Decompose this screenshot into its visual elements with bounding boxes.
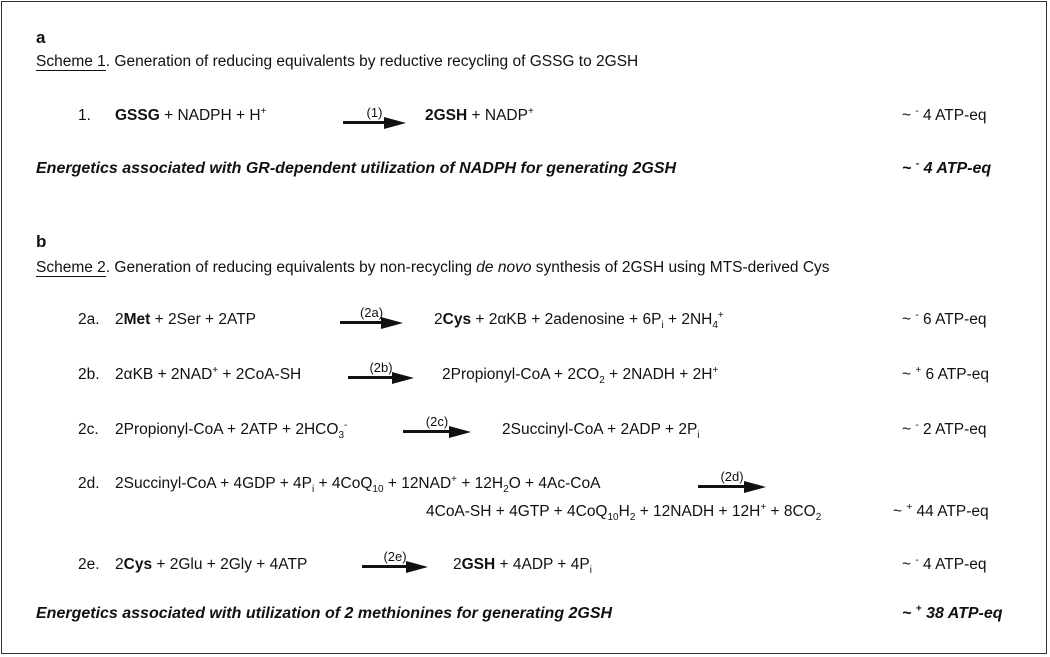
reaction-2a-arrow-label: (2a): [359, 305, 384, 320]
scheme-2-caption: Scheme 2. Generation of reducing equivalents by non-recycling de novo synthesis of 2GSH using MTS-derived Cys: [36, 259, 830, 276]
reaction-2c-arrow: [403, 415, 471, 439]
reaction-2c-number: 2c.: [78, 421, 99, 438]
scheme-1-caption: [36, 53, 638, 71]
reaction-1-number: 1.: [78, 107, 91, 124]
section-a-label: a: [36, 28, 46, 47]
reaction-2a-reactants: 2Met + 2Ser + 2ATP: [115, 311, 257, 328]
reaction-2d-arrow: [698, 470, 766, 494]
arrow-head-icon: [392, 372, 414, 384]
reaction-2b-arrow-label: (2b): [369, 360, 393, 375]
arrow-head-icon: [381, 317, 403, 329]
reaction-2e-products: $2GSH + 4ADP + 4P_i$: [453, 556, 592, 577]
reaction-2c-products: 2Succinyl-CoA + $2ADP + 2P_i$: [502, 421, 700, 442]
scheme-1-summary: Energetics associated with GR-dependent utilization of NADPH for generating 2GSH: [36, 160, 677, 177]
reaction-1-arrow: [343, 106, 406, 130]
reaction-2b-arrow: [348, 361, 414, 385]
arrow-head-icon: [406, 561, 428, 573]
scheme-2-italic: de novo: [476, 259, 532, 276]
reaction-2a-arrow: [340, 306, 403, 330]
reaction-2a-number: 2a.: [78, 311, 100, 328]
reaction-2d-energy: ~ + 44 ATP-eq: [893, 501, 989, 520]
scheme-2-summary: Energetics associated with utilization of 2 methionines for generating 2GSH: [36, 605, 613, 622]
reaction-2d-reactants: 2Succinyl-CoA + $4GDP + 4P_i + 4CoQ_{10} + 12NAD^+ + 12H_2O + 4Ac-CoA$: [115, 473, 601, 496]
scheme-1-description: . Generation of reducing equivalents by reductive recycling of GSSG to 2GSH: [105, 53, 639, 70]
reaction-2b-energy: ~ + 6 ATP-eq: [902, 364, 989, 383]
reaction-2d-arrow-label: (2d): [720, 469, 744, 484]
arrow-head-icon: [384, 117, 406, 129]
reaction-2e-number: 2e.: [78, 556, 100, 573]
reaction-2c-energy: ~ - 2 ATP-eq: [902, 419, 987, 438]
scheme-1-summary-energy: ~ - 4 ATP-eq: [902, 158, 992, 177]
reaction-2c-arrow-label: (2c): [425, 414, 449, 429]
reaction-2a-energy: ~ - 6 ATP-eq: [902, 309, 987, 328]
reaction-1-arrow-label: (1): [366, 105, 383, 120]
reaction-2d-number: 2d.: [78, 475, 100, 492]
scheme-2-name: Scheme 2: [36, 259, 106, 276]
arrow-head-icon: [744, 481, 766, 493]
reaction-2e-reactants: 2Cys + 2Glu + 2Gly + 4ATP: [115, 556, 308, 573]
scheme-2-summary-energy: ~ + 38 ATP-eq: [902, 603, 1003, 622]
reaction-2b-number: 2b.: [78, 366, 100, 383]
reaction-1-energy: ~ - 4 ATP-eq: [902, 105, 987, 124]
reaction-2a-products: 2Cys + 2αKB + 2adenosine + $6P_i + 2NH_4^+$: [434, 309, 724, 332]
reaction-2d-products: $4CoA-SH + 4GTP + 4CoQ_{10}H_2$ + 12NADH + $12H^+ + 8CO_2$: [426, 501, 822, 524]
reaction-2b-products: 2Propionyl-CoA + $2CO_2$ + 2NADH + 2H+: [442, 364, 719, 387]
reaction-1-reactants: GSSG + NADPH + H+: [115, 105, 267, 124]
reaction-2e-energy: ~ - 4 ATP-eq: [902, 554, 987, 573]
section-b-label: b: [36, 232, 47, 251]
reaction-2c-reactants: 2Propionyl-CoA + $2ATP + 2HCO_3^-$: [115, 419, 348, 442]
reaction-2e-arrow-label: (2e): [383, 549, 407, 564]
scheme-1-name: Scheme 1: [36, 53, 106, 70]
arrow-head-icon: [449, 426, 471, 438]
reaction-1-products: 2GSH + NADP+: [425, 105, 534, 124]
reaction-2b-reactants: 2αKB + 2NAD+ + 2CoA-SH: [115, 364, 302, 383]
reaction-2e-arrow: [362, 550, 428, 574]
